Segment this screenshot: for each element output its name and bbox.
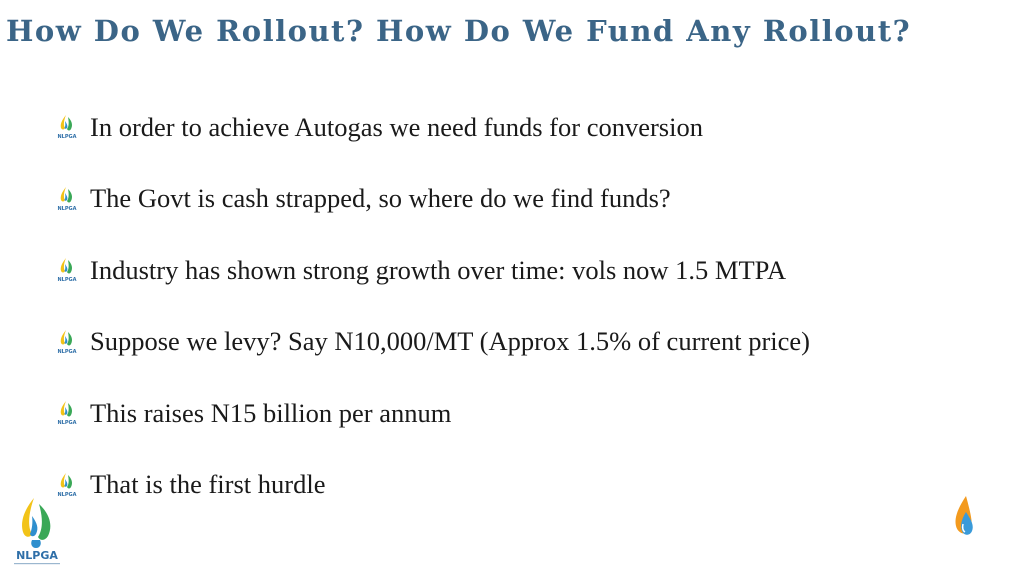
hydrocis-drop-icon: [916, 494, 1016, 544]
nlpga-flame-icon: [56, 256, 78, 284]
bullet-text: In order to achieve Autogas we need funds for conversion: [90, 111, 703, 142]
bullet-item: [56, 163, 810, 235]
bullet-text: Industry has shown strong growth over time: vols now 1.5 MTPA: [90, 254, 787, 285]
svg-text:NLPGA: NLPGA: [57, 348, 77, 355]
nlpga-flame-icon: [56, 399, 78, 427]
hydrocis-drop-logo: [916, 494, 1016, 564]
svg-text:NLPGA: NLPGA: [57, 205, 77, 212]
bullet-text: The Govt is cash strapped, so where do we find funds?: [90, 183, 671, 214]
bullet-list: [56, 92, 810, 521]
bullet-item: [56, 235, 810, 307]
bullet-text: That is the first hurdle: [90, 469, 326, 500]
svg-text:NLPGA: NLPGA: [57, 134, 77, 141]
nlpga-flame-logo: [8, 496, 66, 568]
nlpga-flame-icon: [56, 471, 78, 499]
slide-title: How Do We Rollout? How Do We Fund Any Rollout?: [6, 14, 912, 48]
nlpga-flame-icon: [56, 185, 78, 213]
svg-text:NLPGA: NLPGA: [57, 277, 77, 284]
bullet-item: [56, 449, 810, 521]
bullet-item: [56, 92, 810, 164]
svg-text:NLPGA: NLPGA: [57, 420, 77, 427]
nlpga-flame-icon: [56, 328, 78, 356]
nlpga-flame-icon: [56, 113, 78, 141]
bullet-text: This raises N15 billion per annum: [90, 397, 452, 428]
bullet-item: [56, 378, 810, 450]
svg-text:NLPGA: NLPGA: [57, 491, 77, 498]
bullet-text: Suppose we levy? Say N10,000/MT (Approx 1.5% of current price): [90, 326, 811, 357]
svg-text:NLPGA: NLPGA: [16, 549, 58, 562]
bullet-item: [56, 306, 810, 378]
